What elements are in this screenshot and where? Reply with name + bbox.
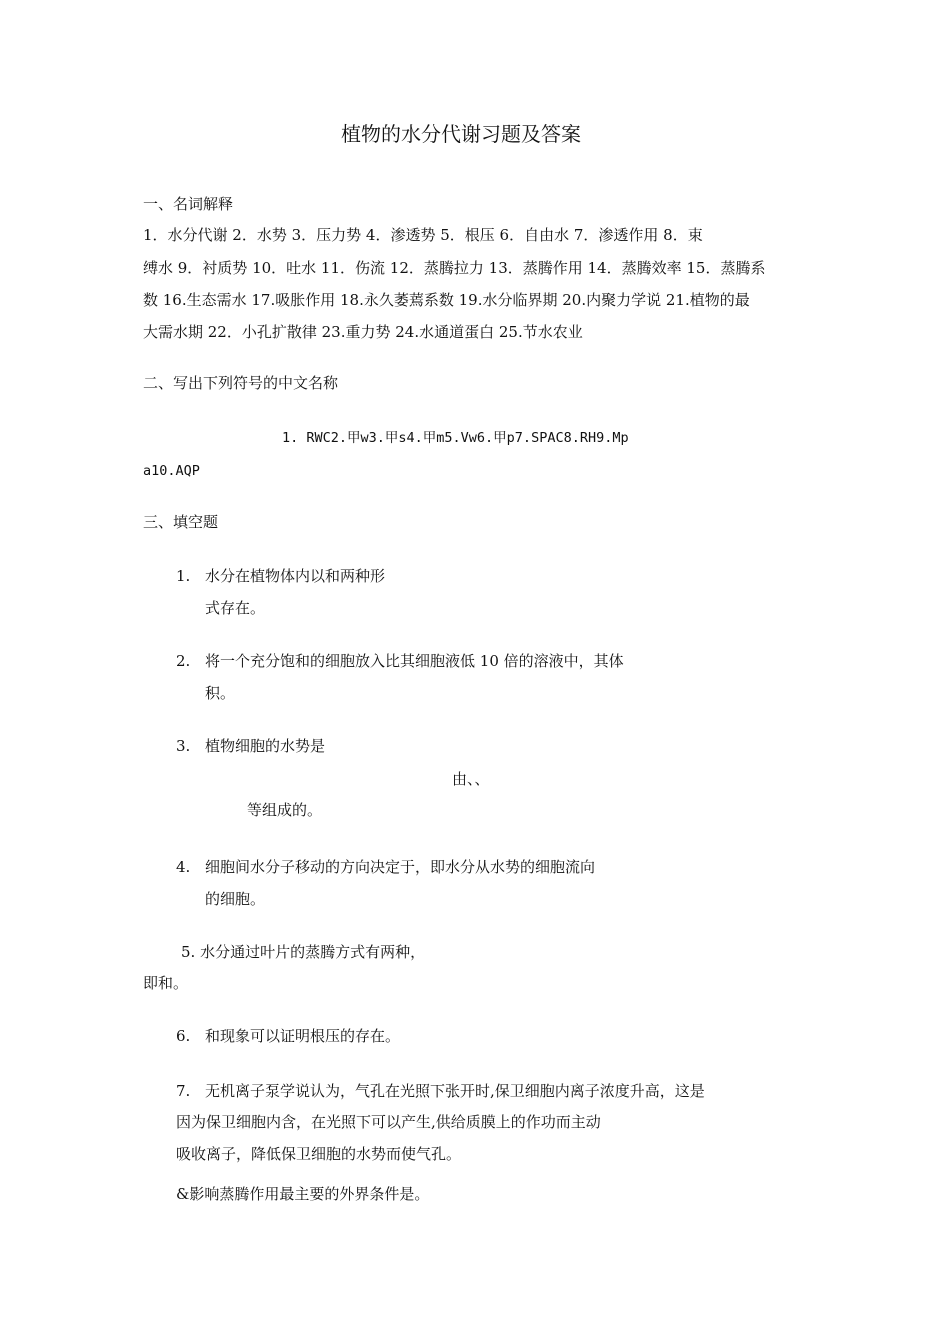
section1-line: 大需水期 22．小孔扩散律 23.重力势 24.水通道蛋白 25.节水农业 <box>143 323 583 341</box>
question-text: 5. 水分通过叶片的蒸腾方式有两种， <box>181 943 426 961</box>
question-text: 无机离子泵学说认为，气孔在光照下张开时,保卫细胞内离子浓度升高，这是 <box>205 1082 705 1100</box>
section3-heading: 三、填空题 <box>143 513 219 531</box>
section1-line: 缚水 9．衬质势 10．吐水 11．伤流 12．蒸腾拉力 13．蒸腾作用 14．蒸腾效率 15．蒸腾系 <box>143 259 766 277</box>
question-text: 即和。 <box>143 974 189 992</box>
question-number: 7. <box>176 1082 191 1100</box>
question-text: 由、、 <box>452 770 490 788</box>
section2-heading: 二、写出下列符号的中文名称 <box>143 374 339 392</box>
document-title: 植物的水分代谢习题及答案 <box>341 122 581 146</box>
question-number: 3. <box>176 737 191 755</box>
question-text: 将一个充分饱和的细胞放入比其细胞液低 10 倍的溶液中，其体 <box>205 652 624 670</box>
question-number: 1. <box>176 567 191 585</box>
question-number: 6. <box>176 1027 191 1045</box>
section1-line: 数 16.生态需水 17.吸胀作用 18.永久萎蔫系数 19.水分临界期 20.内聚力学说 21.植物的最 <box>143 291 750 309</box>
section2-symbols-line: 1. RWC2.甲w3.甲s4.甲m5.Vw6.甲p7.SPAC8.RH9.Mp <box>282 430 629 446</box>
question-number: 2. <box>176 652 191 670</box>
question-text: 等组成的。 <box>247 801 323 819</box>
section2-symbols-line: a10.AQP <box>143 463 200 479</box>
question-text: 细胞间水分子移动的方向决定于，即水分从水势的细胞流向 <box>205 858 596 876</box>
section1-heading: 一、名词解释 <box>143 195 234 213</box>
question-text: 植物细胞的水势是 <box>205 737 326 755</box>
question-text: 吸收离子，降低保卫细胞的水势而使气孔。 <box>176 1145 462 1163</box>
question-text: 积。 <box>205 684 236 702</box>
question-text: 因为保卫细胞内含，在光照下可以产生,供给质膜上的作功而主动 <box>176 1113 601 1131</box>
question-text: 式存在。 <box>205 599 266 617</box>
question-number: 4. <box>176 858 191 876</box>
question-text: 的细胞。 <box>205 890 266 908</box>
section1-line: 1．水分代谢 2．水势 3．压力势 4．渗透势 5．根压 6．自由水 7．渗透作用 8．束 <box>143 226 703 244</box>
question-text: &影响蒸腾作用最主要的外界条件是。 <box>176 1185 430 1203</box>
question-text: 水分在植物体内以和两种形 <box>205 567 386 585</box>
question-text: 和现象可以证明根压的存在。 <box>205 1027 401 1045</box>
